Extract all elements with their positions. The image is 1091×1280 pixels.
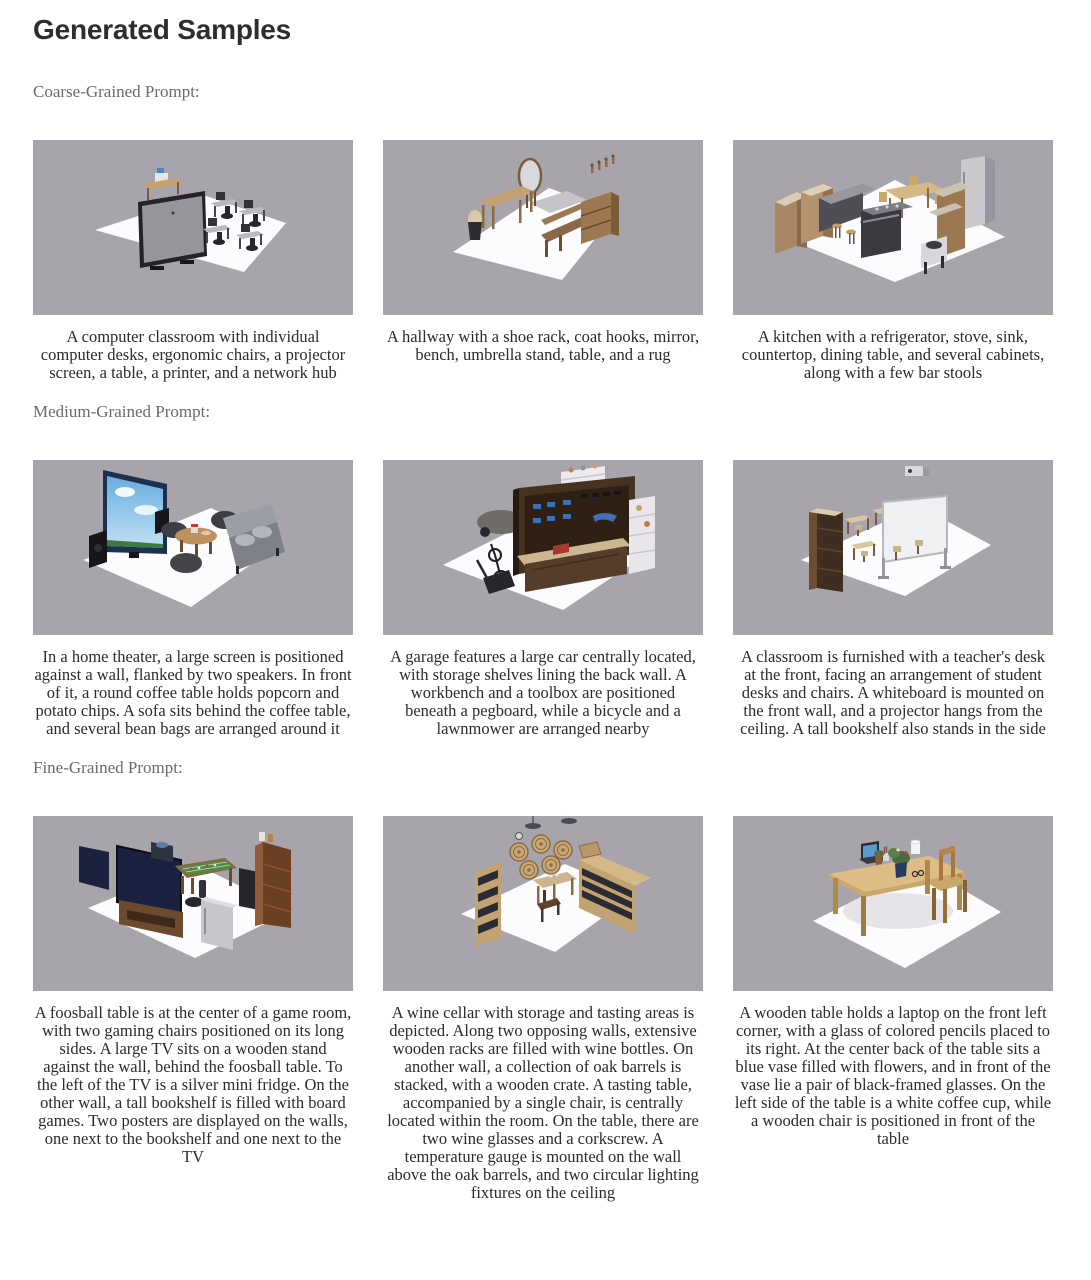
scene-image-classroom: [733, 460, 1053, 635]
sample-game-room: [33, 816, 353, 1166]
sample-hallway: [383, 140, 703, 364]
section-label: Medium-Grained Prompt:: [33, 402, 211, 422]
sample-caption: A classroom is furnished with a teacher's desk at the front, facing an arrangement of student desks and chairs. A whiteboard is mounted on the front wall, and a projector hangs from the ceiling. A tall bookshelf also stands in the side: [740, 647, 1046, 739]
section-fine-grained: [33, 758, 1058, 1202]
sample-garage: [383, 460, 703, 738]
sample-caption: A kitchen with a refrigerator, stove, sink, countertop, dining table, and several cabinets, along with a few bar stools: [741, 327, 1045, 383]
sample-wooden-table: [733, 816, 1053, 1148]
refrigerator: [961, 156, 995, 230]
home-theater-render: [33, 460, 353, 635]
sample-grid: [33, 460, 1058, 738]
storage-shelves: [629, 496, 655, 574]
shadow: [843, 893, 953, 929]
wooden-table-render: [733, 816, 1053, 991]
section-label: Fine-Grained Prompt:: [33, 758, 183, 778]
game-room-render: [33, 816, 353, 991]
scene-image-game-room: [33, 816, 353, 991]
tv-and-stand: [117, 846, 183, 938]
section-coarse-grained: [33, 82, 1058, 382]
classroom-render: [733, 460, 1053, 635]
bookshelf: [809, 508, 843, 592]
wine-rack-left: [475, 862, 501, 946]
mini-fridge: [201, 897, 237, 950]
scene-image-computer-classroom: [33, 140, 353, 315]
scene-image-wine-cellar: [383, 816, 703, 991]
computer-classroom-render: [33, 140, 353, 315]
sample-wine-cellar: [383, 816, 703, 1202]
wine-cellar-render: [383, 816, 703, 991]
sample-caption: A garage features a large car centrally located, with storage shelves lining the back wall. A workbench and a toolbox are positioned beneath a pegboard, while a bicycle and a lawnmower are arranged nearby: [390, 647, 696, 739]
sample-grid: [33, 816, 1058, 1202]
scene-image-kitchen: [733, 140, 1053, 315]
sample-home-theater: [33, 460, 353, 738]
sample-caption: In a home theater, a large screen is positioned against a wall, flanked by two speakers. In front of it, a round coffee table holds popcorn and potato chips. A sofa sits behind the coffee table, and several bean bags are arranged around it: [34, 647, 352, 739]
section-label: Coarse-Grained Prompt:: [33, 82, 200, 102]
coffee-cup: [911, 840, 920, 854]
ceiling-projector: [905, 466, 929, 476]
scene-image-home-theater: [33, 460, 353, 635]
kitchen-render: [733, 140, 1053, 315]
sample-caption: A wooden table holds a laptop on the front left corner, with a glass of colored pencils placed to its right. At the center back of the table sits a blue vase filled with flowers, and in front of the vase lie a pair of black-framed glasses. On the left side of the table is a white coffee cup, while a wooden chair is positioned in front of the table: [734, 1003, 1052, 1149]
sample-computer-classroom: [33, 140, 353, 382]
sample-classroom: [733, 460, 1053, 738]
scene-image-wooden-table: [733, 816, 1053, 991]
garage-render: [383, 460, 703, 635]
scene-image-hallway: [383, 140, 703, 315]
sample-caption: A wine cellar with storage and tasting areas is depicted. Along two opposing walls, extensive wooden racks are filled with wine bottles. On another wall, a collection of oak barrels is stacked, with a wooden crate. A tasting table, accompanied by a single chair, is centrally located within the room. On the table, there are two wine glasses and a corkscrew. A temperature gauge is mounted on the wall above the oak barrels, and two circular lighting fixtures on the ceiling: [387, 1003, 699, 1203]
hallway-render: [383, 140, 703, 315]
sample-caption: A computer classroom with individual computer desks, ergonomic chairs, a projector screen, a table, a printer, and a network hub: [40, 327, 346, 383]
umbrella-stand: [468, 210, 482, 240]
temperature-gauge: [516, 833, 523, 840]
sample-grid: [33, 140, 1058, 382]
scene-image-garage: [383, 460, 703, 635]
page-title: Generated Samples: [33, 14, 292, 45]
sample-caption: A foosball table is at the center of a game room, with two gaming chairs positioned on its long sides. A large TV sits on a wooden stand against the wall, behind the foosball table. To the left of the TV is a silver mini fridge. On the other wall, a tall bookshelf is filled with board games. Two posters are displayed on the walls, one next to the bookshelf and one next to the TV: [34, 1003, 352, 1167]
sample-caption: A hallway with a shoe rack, coat hooks, mirror, bench, umbrella stand, table, and a rug: [386, 327, 700, 365]
sample-kitchen: [733, 140, 1053, 382]
section-medium-grained: [33, 402, 1058, 738]
